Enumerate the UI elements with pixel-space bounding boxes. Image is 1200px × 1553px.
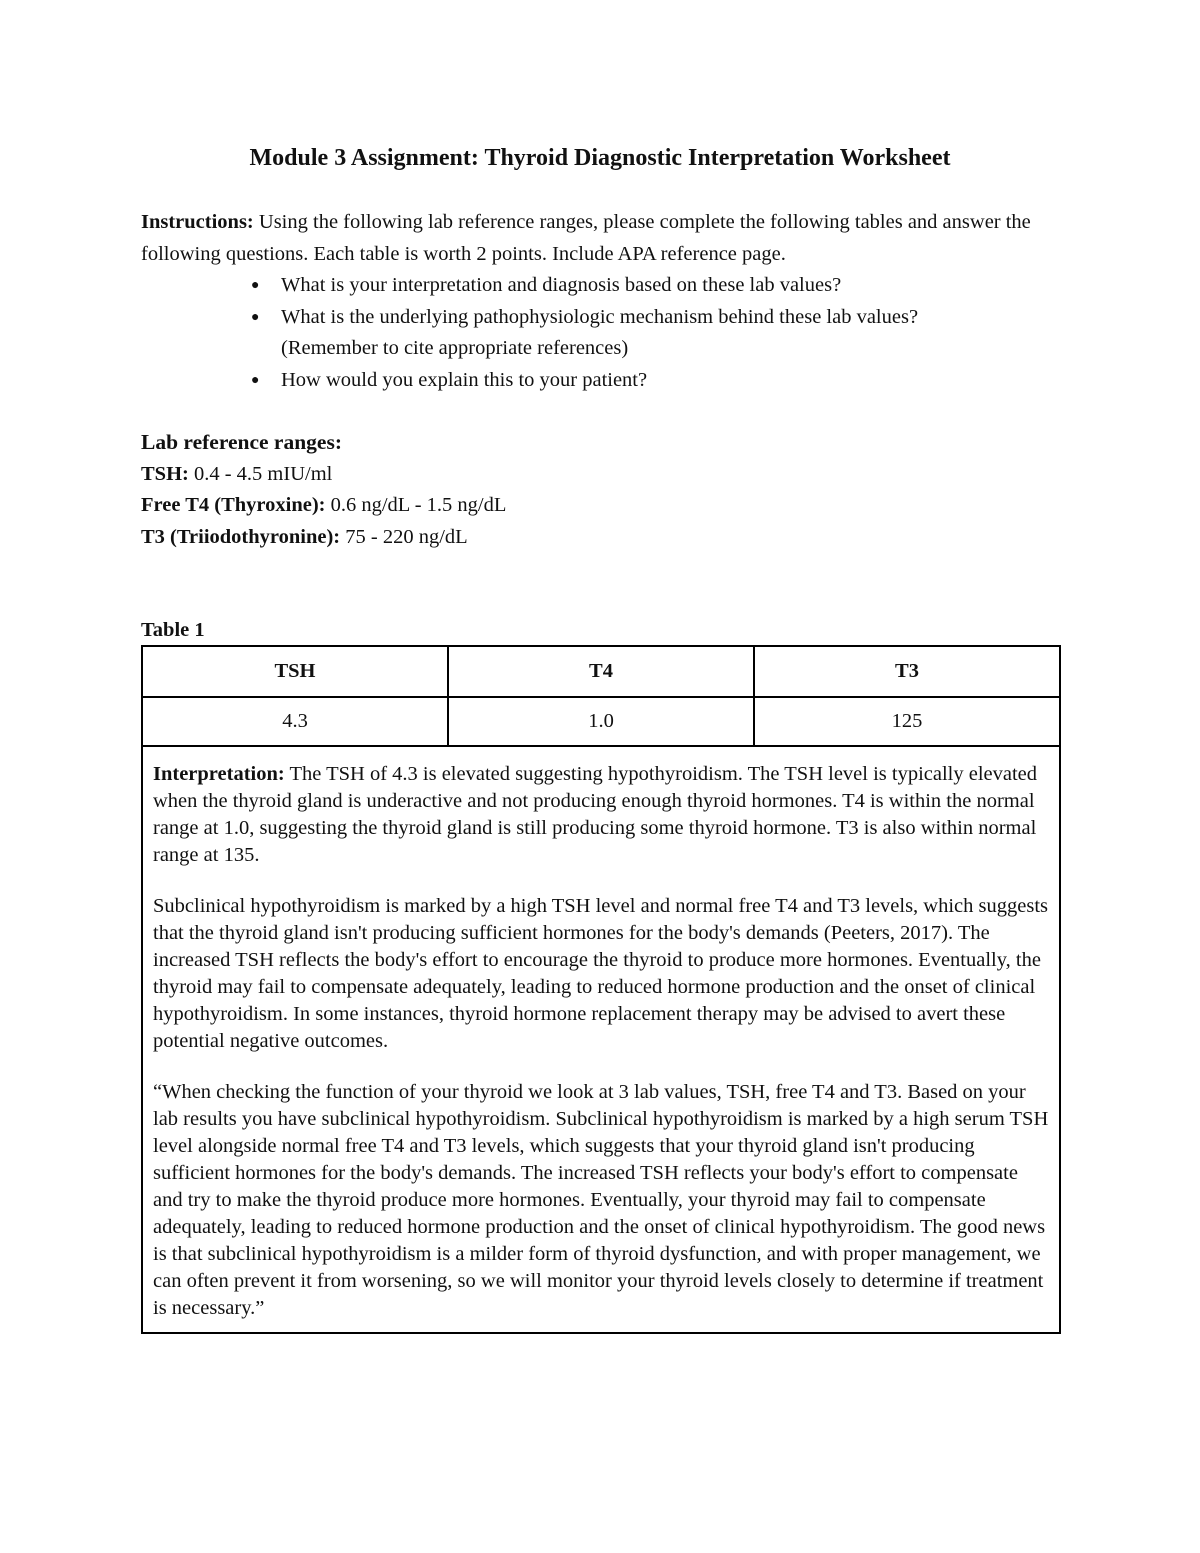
- patient-explanation-paragraph: “When checking the function of your thyroid we look at 3 lab values, TSH, free T4 and T3. Based on your lab results you have subclinical hypothyroidism. Subclinical hypothyroidism is marked by a high serum TSH level alongside normal free T4 and T3 levels, which suggests that your thyroid gland isn't producing sufficient hormones for the body's demands. The increased TSH reflects your body's effort to compensate and try to make the thyroid produce more hormones. Eventually, your thyroid may fail to compensate adequately, leading to reduced hormone production and the onset of clinical hypothyroidism. The good news is that subclinical hypothyroidism is a milder form of thyroid dysfunction, and with proper management, we can often prevent it from worsening, so we will monitor your thyroid levels closely to determine if treatment is necessary.”: [153, 1081, 1049, 1319]
- table-caption: Table 1: [141, 619, 205, 641]
- instructions-label: Instructions:: [141, 211, 254, 233]
- question-note: (Remember to cite appropriate references): [281, 337, 629, 359]
- range-label: Free T4 (Thyroxine):: [141, 494, 326, 516]
- range-value: 0.6 ng/dL - 1.5 ng/dL: [325, 494, 507, 516]
- question-item: [249, 270, 1071, 302]
- question-list: [141, 270, 1071, 396]
- question-text: What is the underlying pathophysiologic mechanism behind these lab values?: [281, 305, 919, 328]
- header-tsh: TSH: [142, 646, 448, 697]
- interpretation-row: [142, 746, 1060, 1333]
- ranges-heading-text: Lab reference ranges:: [141, 430, 343, 454]
- document-title: Module 3 Assignment: Thyroid Diagnostic Interpretation Worksheet: [249, 145, 951, 171]
- value-t3: 125: [754, 697, 1060, 746]
- header-t4: T4: [448, 646, 754, 697]
- question-text: How would you explain this to your patient?: [281, 368, 648, 391]
- header-t3: T3: [754, 646, 1060, 697]
- interpretation-label: Interpretation:: [153, 763, 285, 785]
- instructions-text: Using the following lab reference ranges, please complete the following tables and answer the following questions. Each table is worth 2 points. Include APA reference page.: [141, 211, 1031, 265]
- instructions-block: [141, 207, 1071, 396]
- interpretation-text: The TSH of 4.3 is elevated suggesting hypothyroidism. The TSH level is typically elevated when the thyroid gland is underactive and not producing enough thyroid hormones. T4 is within the normal range at 1.0, suggesting the thyroid gland is still producing some thyroid hormone. T3 is also within normal range at 135.: [153, 763, 1038, 866]
- bullet-icon: ●: [251, 372, 260, 388]
- question-item: [249, 302, 1071, 365]
- range-t3: [141, 522, 1071, 554]
- question-text: What is your interpretation and diagnosis based on these lab values?: [281, 274, 842, 296]
- lab-results-table: [141, 645, 1061, 1334]
- range-value: 0.4 - 4.5 mIU/ml: [188, 462, 333, 485]
- value-t4: 1.0: [448, 697, 754, 746]
- range-label: T3 (Triiodothyronine):: [141, 525, 341, 548]
- range-value: 75 - 220 ng/dL: [340, 525, 468, 548]
- bullet-icon: ●: [251, 309, 260, 325]
- range-label: TSH:: [141, 462, 189, 485]
- reference-ranges: [141, 427, 1071, 553]
- ranges-heading: [141, 427, 1071, 459]
- pathophysiology-paragraph: Subclinical hypothyroidism is marked by a high TSH level and normal free T4 and T3 levels, which suggests that the thyroid gland isn't producing sufficient hormones for the body's demands (Peeters, 2017). The increased TSH reflects the body's effort to encourage the thyroid to produce more hormones. Eventually, the thyroid may fail to compensate adequately, leading to reduced hormone production and the onset of clinical hypothyroidism. In some instances, thyroid hormone replacement therapy may be advised to avert these potential negative outcomes.: [153, 895, 1049, 1052]
- interpretation-paragraph: [153, 761, 1049, 869]
- range-tsh: [141, 459, 1071, 491]
- question-item: [249, 365, 1071, 397]
- table-row: [142, 697, 1060, 746]
- table-header-row: [142, 646, 1060, 697]
- interpretation-cell: [142, 746, 1060, 1333]
- instructions-paragraph: [141, 207, 1071, 270]
- range-free-t4: [141, 490, 1071, 522]
- bullet-icon: ●: [251, 278, 260, 293]
- value-tsh: 4.3: [142, 697, 448, 746]
